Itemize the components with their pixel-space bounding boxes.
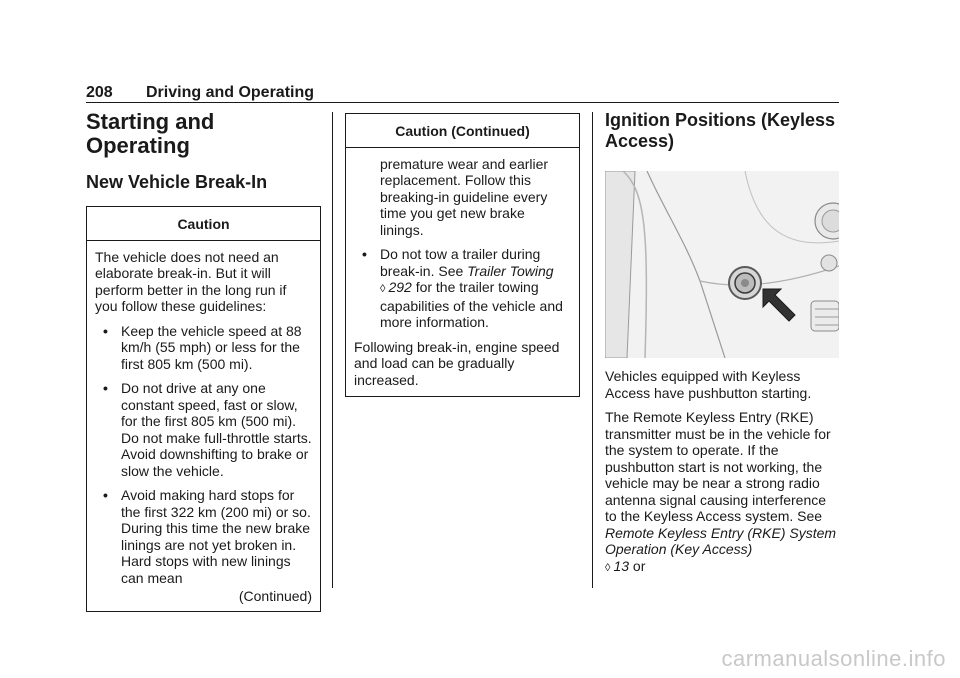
page-ref-number[interactable]: 13 xyxy=(613,557,630,574)
start-button-figure xyxy=(605,171,839,358)
list-item xyxy=(95,323,312,373)
page-header xyxy=(86,84,839,102)
caution-body xyxy=(346,148,579,397)
paragraph-rke-tail: or xyxy=(632,557,646,574)
list-item xyxy=(354,246,571,331)
list-item xyxy=(95,380,312,479)
column-3 xyxy=(605,108,839,584)
page-ref-number[interactable]: 292 xyxy=(388,279,412,295)
caution-heading: Caution (Continued) xyxy=(346,114,579,148)
bullet-icon: • xyxy=(362,246,367,262)
watermark: carmanualsonline.info xyxy=(721,646,946,671)
column-2 xyxy=(345,113,580,397)
list-item xyxy=(95,487,312,586)
list-item-text: Do not drive at any one constant speed, fast or slow, for the first 805 km (500 mi). Do not make full-throttle starts. Avoid downshifting to brake or slow the vehicle. xyxy=(121,380,312,479)
list-item-text: Keep the vehicle speed at 88 km/h (55 mph) or less for the first 805 km (500 mi). xyxy=(121,322,302,372)
cross-reference-link[interactable]: Remote Keyless Entry (RKE) System Operation (Key Access) xyxy=(605,524,837,557)
page-ref-icon: ◊ xyxy=(605,561,611,574)
caution-intro: The vehicle does not need an elaborate break-in. But it will perform better in the long run if you follow these guidelines: xyxy=(95,248,287,314)
column-divider-1 xyxy=(332,112,333,588)
bullet-icon: • xyxy=(103,322,108,339)
section-heading-ignition: Ignition Positions (Keyless Access) xyxy=(605,110,836,151)
caution-continuation: premature wear and earlier replacement. Follow this breaking-in guideline every time you get new brake linings. xyxy=(380,155,549,238)
list-item-text: Do not tow a trailer during break-in. See xyxy=(380,246,541,279)
subheading-break-in: New Vehicle Break-In xyxy=(86,172,268,192)
page-number: 208 xyxy=(86,84,113,101)
caution-heading: Caution xyxy=(87,207,320,241)
paragraph-keyless: Vehicles equipped with Keyless Access have pushbutton starting. xyxy=(605,368,812,401)
list-item-text-tail: for the trailer towing capabilities of the vehicle and more information. xyxy=(380,279,563,330)
column-divider-2 xyxy=(592,112,593,588)
continued-label: (Continued) xyxy=(238,588,312,604)
caution-bullet-list xyxy=(354,246,571,331)
page-ref-icon: ◊ xyxy=(380,283,386,295)
cross-reference-link[interactable]: Trailer Towing xyxy=(467,262,554,279)
list-item-text: Avoid making hard stops for the first 322 km (200 mi) or so. During this time the new brake linings are not yet broken in. Hard stops with new linings can mean xyxy=(121,487,311,586)
caution-box-continued xyxy=(345,113,580,397)
section-title: Driving and Operating xyxy=(146,84,315,101)
caution-closing: Following break-in, engine speed and load can be gradually increased. xyxy=(354,338,560,388)
column-1 xyxy=(86,110,321,612)
header-rule xyxy=(86,102,839,103)
caution-box xyxy=(86,206,321,612)
caution-body xyxy=(87,241,320,611)
main-heading: Starting and Operating xyxy=(86,109,215,158)
caution-bullet-list xyxy=(95,323,312,587)
bullet-icon: • xyxy=(103,487,108,503)
paragraph-rke xyxy=(605,409,839,576)
bullet-icon: • xyxy=(103,380,108,396)
paragraph-rke-text: The Remote Keyless Entry (RKE) transmitter must be in the vehicle for the system to operate. If the pushbutton start is not working, the vehicle may be near a strong radio antenna signal causing interference to the Keyless Access system. See xyxy=(605,409,831,524)
